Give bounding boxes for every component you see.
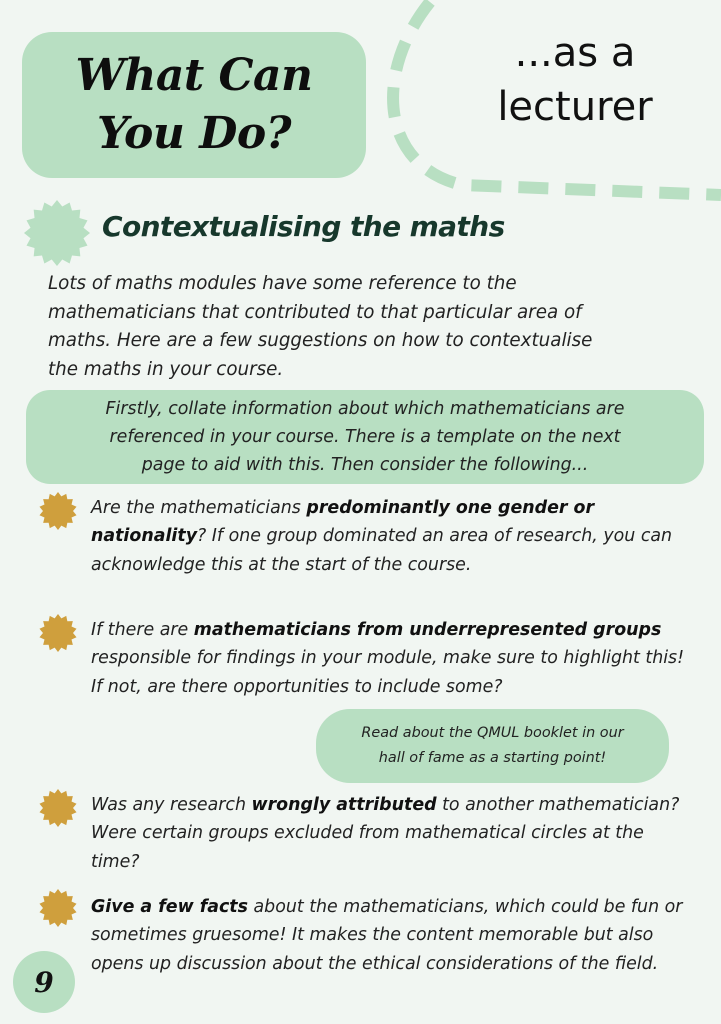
- gold-star-bullet-icon: [38, 888, 78, 928]
- callout-line: referenced in your course. There is a template on the next: [109, 427, 621, 447]
- bullet-wrongly-attributed: Was any research wrongly attributed to another mathematician? Were certain groups excluded from mathematical circles at the time?: [91, 795, 680, 872]
- note-line: Read about the QMUL booklet in our: [361, 725, 624, 741]
- mint-star-badge-icon: [24, 200, 90, 266]
- page-number: 9: [34, 965, 54, 999]
- bullet-underrepresented-groups: If there are mathematicians from underrepresented groups responsible for findings in your module, make sure to highlight this! If not, are there opportunities to include some?: [91, 620, 685, 697]
- page-number-badge: [13, 951, 75, 1013]
- callout-line: Firstly, collate information about which mathematicians are: [105, 399, 625, 419]
- callout-line: page to aid with this. Then consider the following...: [141, 455, 589, 475]
- bullet-give-facts: Give a few facts about the mathematicians, which could be fun or sometimes gruesome! It makes the content memorable but also opens up discussion about the ethical considerations of the field.: [91, 897, 683, 974]
- gold-star-bullet-icon: [38, 491, 78, 531]
- instructions-callout: [26, 390, 704, 484]
- intro-line: mathematicians that contributed to that particular area of: [48, 301, 582, 323]
- section-heading: Contextualising the maths: [102, 210, 505, 243]
- page-subtitle: [470, 26, 680, 134]
- intro-paragraph: [48, 270, 698, 384]
- title-box: [22, 32, 366, 178]
- intro-line: maths. Here are a few suggestions on how to contextualise: [48, 330, 593, 351]
- title-line-2: You Do?: [96, 108, 291, 159]
- intro-line: Lots of maths modules have some reference to the: [48, 273, 517, 294]
- title-line-1: What Can: [75, 50, 313, 101]
- gold-star-bullet-icon: [38, 788, 78, 828]
- subtitle-line-2: lecturer: [497, 84, 653, 130]
- page-title: [75, 47, 312, 163]
- qmul-booklet-note: [316, 709, 669, 783]
- gold-star-bullet-icon: [38, 613, 78, 653]
- note-line: hall of fame as a starting point!: [378, 750, 607, 766]
- subtitle-line-1: ...as a: [514, 30, 636, 76]
- bullet-gender-nationality: Are the mathematicians predominantly one gender or nationality? If one group dominated an area of research, you can acknowledge this at the start of the course.: [91, 498, 673, 575]
- intro-line: the maths in your course.: [48, 358, 284, 380]
